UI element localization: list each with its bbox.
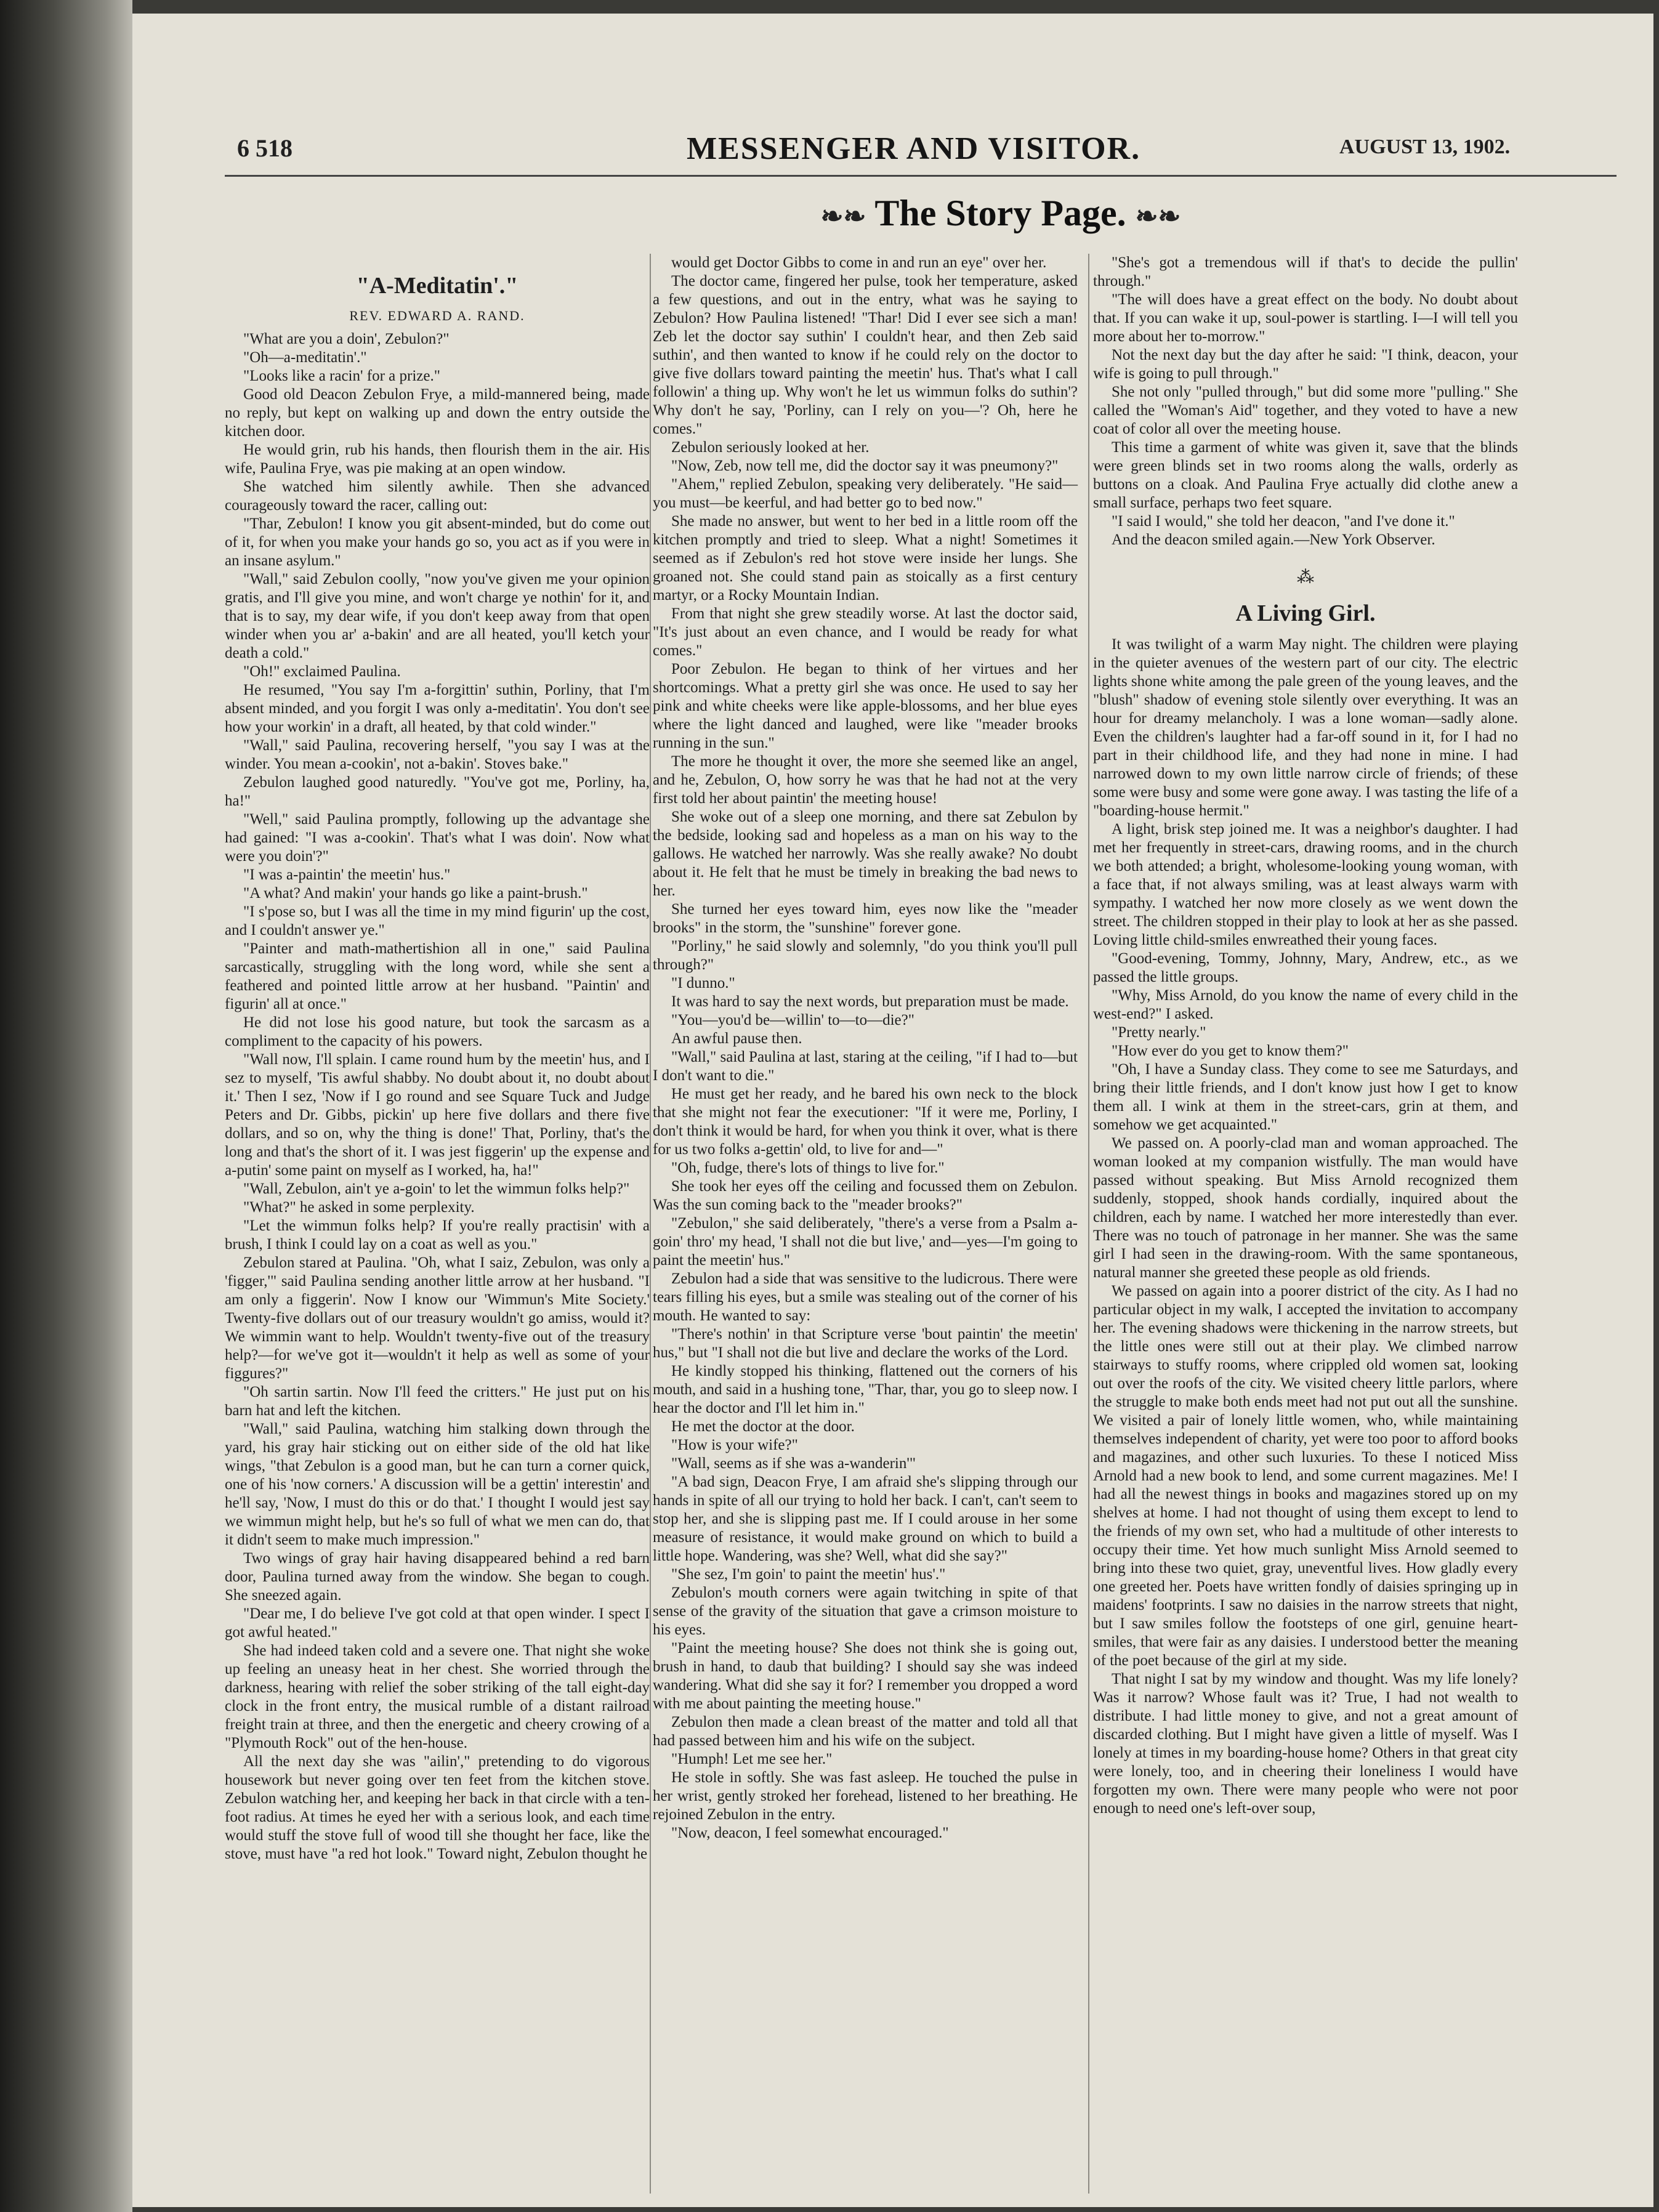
paragraph: "Why, Miss Arnold, do you know the name of every child in the west-end?" I asked. — [1093, 987, 1518, 1022]
paragraph: He would grin, rub his hands, then flourish them in the air. His wife, Paulina Frye, was pie making at an open window. — [225, 442, 650, 477]
paragraph: Zebulon then made a clean breast of the matter and told all that had passed between him and his wife on the subject. — [653, 1714, 1078, 1749]
issue-date: AUGUST 13, 1902. — [1339, 135, 1511, 158]
paragraph: "How is your wife?" — [671, 1437, 798, 1453]
leaf-ornament-icon: ❧❧ — [820, 201, 866, 232]
paragraph: "Good-evening, Tommy, Johnny, Mary, Andrew, etc., as we passed the little groups. — [1093, 950, 1518, 985]
paragraph: "A what? And makin' your hands go like a paint-brush." — [243, 885, 588, 902]
paragraph: He met the doctor at the door. — [671, 1418, 855, 1435]
paragraph: "She sez, I'm goin' to paint the meetin' hus'." — [671, 1566, 946, 1583]
paragraph: That night I sat by my window and thought. Was my life lonely? Was it narrow? Whose fault was it? True, I had not wealth to distribute. I had little money to give, and not a great amount of discarded clothing. But I might have given a little of myself. Was I lonely at times in my boarding-house home? Others in that great city were lonely, too, and in cheering their loneliness I would have forgotten my own. There were many people who were not poor enough to need one's left-over soup, — [1093, 1671, 1518, 1817]
paragraph: "What are you a doin', Zebulon?" — [243, 331, 450, 347]
paragraph: He stole in softly. She was fast asleep. He touched the pulse in her wrist, gently stroked her forehead, listened to her breathing. He rejoined Zebulon in the entry. — [653, 1769, 1078, 1823]
paragraph: We passed on. A poorly-clad man and woman approached. The woman looked at my companion wistfully. The man would have passed without speaking. But Miss Arnold recognized them suddenly, stopped, shook hands cordially, inquired about the children, each by name. I watched her more interestedly than ever. There was no touch of patronage in her manner. She was the same girl I had seen in the drawing-room. With the same spontaneous, natural manner she greeted these people as old friends. — [1093, 1135, 1518, 1281]
paragraph: "Wall," said Zebulon coolly, "now you've given me your opinion gratis, and I'll give you mine, and won't charge ye nothin' for it, and that is to say, my dear wife, if you don't keep away from that open winder when you ar' a-bakin' and are all heated, you'll ketch your death a cold." — [225, 571, 650, 661]
paragraph: "Zebulon," she said deliberately, "there's a verse from a Psalm a-goin' thro' my head, 'I shall not die but live,' and—yes—I'm going to paint the meetin' hus." — [653, 1215, 1078, 1269]
paragraph: "I s'pose so, but I was all the time in my mind figurin' up the cost, and I couldn't answer ye." — [225, 903, 650, 938]
masthead: MESSENGER AND VISITOR. — [687, 131, 1141, 166]
paragraph: It was twilight of a warm May night. The children were playing in the quieter avenues of the western part of our city. The electric lights shone white among the pale green of the young leaves, and the "blush" shadow of evening stole silently over everything. It was an hour for dreamy melancholy. I was a lone woman—sadly alone. Even the children's laughter had a far-off sound in it, for I had no part in their childhood life, and they had none in mine. I had narrowed down to my own little narrow circle of friends; of these some were busy and some were gone away. I was tasting the life of a "boarding-house hermit." — [1093, 636, 1518, 819]
paragraph: "Oh—a-meditatin'." — [243, 349, 367, 366]
paragraph: All the next day she was "ailin'," pretending to do vigorous housework but never going over ten feet from the kitchen stove. Zebulon watching her, and keeping her back in that circle with a ten-foot radius. At times he eyed her with a serious look, and each time would stuff the stove full of wood till she thought her face, like the stove, must have "a red hot look." Toward night, Zebulon thought he — [225, 1753, 650, 1862]
paragraph: Poor Zebulon. He began to think of her virtues and her shortcomings. What a pretty girl she was once. He used to say her pink and white cheeks were like apple-blossoms, and her blue eyes where the light danced and laughed, were like "meader brooks running in the sun." — [653, 661, 1078, 751]
paragraph: "What?" he asked in some perplexity. — [243, 1199, 475, 1216]
paragraph: "You—you'd be—willin' to—to—die?" — [671, 1012, 914, 1028]
paragraph: "Wall, Zebulon, ain't ye a-goin' to let the wimmun folks help?" — [243, 1181, 630, 1197]
paragraph: "Now, deacon, I feel somewhat encouraged." — [671, 1825, 949, 1841]
paragraph: He must get her ready, and he bared his own neck to the block that she might not fear the executioner: "If it were me, Porliny, I don't think it would be hard, for when you think it over, what is there for us two folks a-gettin' old, to live for and—" — [653, 1086, 1078, 1158]
paragraph: The doctor came, fingered her pulse, took her temperature, asked a few questions, and out in the entry, what was he saying to Zebulon? How Paulina listened! "Thar! Did I ever see sich a man! Zeb let the doctor say suthin' I couldn't hear, and then Zeb said suthin', and then wanted to know if he could rely on the doctor to give five dollars toward painting the meetin' hus. That's what I call followin' a thing up. Why won't he let us wimmun folks do suthin'? Why don't he say, 'Porliny, can I rely on you—'? Oh, here he comes." — [653, 273, 1078, 437]
paragraph: We passed on again into a poorer district of the city. As I had no particular object in my walk, I accepted the invitation to accompany her. The evening shadows were thickening in the narrow streets, but the little ones were still out at their play. We climbed narrow stairways to stuffy rooms, where crippled old women sat, looking out over the roofs of the city. We visited cheery little parlors, where the struggle to make both ends meet had not put out all the sunshine. We visited a pair of lonely little women, who, while maintaining themselves independent of charity, yet were too poor to afford books and magazines, and other such luxuries. To these I noticed Miss Arnold had a new book to lend, and some current magazines. Me! I had all the newest things in books and magazines stored up on my shelves at home. I had not thought of using them except to lend to the friends of my own set, who had a multitude of other interests to occupy their time. Yet how much sunlight Miss Arnold seemed to bring into these two quiet, gray, uneventful lives. How gladly every one greeted her. Poets have written fondly of daisies springing up in maidens' footprints. I saw no daisies in the narrow streets that night, but I saw smiles follow the footsteps of one girl, genuine heart-smiles, that were fair as any daisies. I understood better the meaning of the poet because of the girl at my side. — [1093, 1283, 1518, 1669]
paragraph: "Let the wimmun folks help? If you're really practisin' with a brush, I think I could lay on a coat as well as you." — [225, 1217, 650, 1253]
paragraph: "I said I would," she told her deacon, "and I've done it." — [1112, 513, 1455, 530]
paragraph: The more he thought it over, the more she seemed like an angel, and he, Zebulon, O, how sorry he was that he had not at the very first told her about paintin' the meeting house! — [653, 753, 1078, 807]
paragraph: "There's nothin' in that Scripture verse 'bout paintin' the meetin' hus," but "I shall not die but live and declare the works of the Lord. — [653, 1326, 1078, 1361]
paragraph: Two wings of gray hair having disappeared behind a red barn door, Paulina turned away from the window. She began to cough. She sneezed again. — [225, 1550, 650, 1604]
paragraph: She took her eyes off the ceiling and focussed them on Zebulon. Was the sun coming back to the "meader brooks?" — [653, 1178, 1078, 1213]
paragraph: "Well," said Paulina promptly, following up the advantage she had gained: "I was a-cookin'. That's what I was doin'. Now what were you doin'?" — [225, 811, 650, 865]
paragraph: This time a garment of white was given it, save that the blinds were green blinds set in two rooms along the walls, orderly as buttons on a cloak. And Paulina Frye actually did clothe anew a small surface, perhaps two feet square. — [1093, 439, 1518, 511]
paragraph: "Now, Zeb, now tell me, did the doctor say it was pneumony?" — [671, 458, 1059, 474]
paragraph: Zebulon seriously looked at her. — [671, 439, 870, 456]
paragraph: She not only "pulled through," but did some more "pulling." She called the "Woman's Aid" together, and they voted to have a new coat of color all over the meeting house. — [1093, 384, 1518, 437]
paragraph: Zebulon's mouth corners were again twitching in spite of that sense of the gravity of the situation that gave a crimson moisture to his eyes. — [653, 1584, 1078, 1638]
column-2 — [653, 254, 1078, 1843]
page-number: 6 518 — [237, 134, 293, 162]
paragraph: "Thar, Zebulon! I know you git absent-minded, but do come out of it, for when you make your hands go so, you act as if you were in an insane asylum." — [225, 515, 650, 569]
story-ending — [1093, 254, 1518, 549]
byline: REV. EDWARD A. RAND. — [349, 308, 525, 323]
paragraph: He resumed, "You say I'm a-forgittin' suthin, Porliny, that I'm absent minded, and you forgit I was only a-meditatin'. You don't see how your workin' in a draft, all heated, by that cold winder." — [225, 682, 650, 735]
newspaper-page — [132, 14, 1653, 2207]
paragraph: would get Doctor Gibbs to come in and run an eye" over her. — [671, 254, 1047, 271]
paragraph: He did not lose his good nature, but took the sarcasm as a compliment to the capacity of his powers. — [225, 1014, 650, 1049]
paragraph: "The will does have a great effect on the body. No doubt about that. If you can wake it up, soul-power is startling. I—I will tell you more about her to-morrow." — [1093, 291, 1518, 345]
section-title — [754, 192, 1247, 235]
paragraph: An awful pause then. — [671, 1030, 802, 1047]
story-body — [1093, 636, 1518, 1818]
column-1 — [225, 260, 650, 1863]
paragraph: It was hard to say the next words, but preparation must be made. — [671, 993, 1069, 1010]
leaf-ornament-icon: ❧❧ — [1135, 201, 1181, 232]
paragraph: "Oh sartin sartin. Now I'll feed the critters." He just put on his barn hat and left the kitchen. — [225, 1384, 650, 1419]
paragraph: She turned her eyes toward him, eyes now like the "meader brooks" in the storm, the "sunshine" forever gone. — [653, 901, 1078, 936]
header-rule — [225, 175, 1617, 177]
paragraph: "Wall, seems as if she was a-wanderin'" — [671, 1455, 916, 1472]
paragraph: "How ever do you get to know them?" — [1112, 1043, 1349, 1059]
column-rule — [650, 254, 651, 2194]
column-rule — [1088, 254, 1089, 2194]
paragraph: "Humph! Let me see her." — [671, 1751, 833, 1767]
paragraph: Zebulon had a side that was sensitive to the ludicrous. There were tears filling his eyes, but a smile was stealing out of the corner of his mouth. He wanted to say: — [653, 1270, 1078, 1324]
section-title-text: The Story Page. — [874, 193, 1126, 233]
paragraph: "Oh, I have a Sunday class. They come to see me Saturdays, and bring their little friends, and I don't know just how I get to know them all. I wink at them in the street-cars, grin at them, and somehow we get acquainted." — [1093, 1061, 1518, 1133]
paragraph: "A bad sign, Deacon Frye, I am afraid she's slipping through our hands in spite of all our trying to hold her back. I can't, can't seem to stop her, and she is slipping past me. If I could arouse in her some measure of resistance, it would make ground on which to build a little hope. Wandering, was she? Well, what did she say?" — [653, 1474, 1078, 1564]
paragraph: "Porliny," he said slowly and solemnly, "do you think you'll pull through?" — [653, 938, 1078, 973]
column-3 — [1093, 254, 1518, 1818]
paragraph: "Ahem," replied Zebulon, speaking very deliberately. "He said—you must—be keerful, and had better go to bed now." — [653, 476, 1078, 511]
paragraph: From that night she grew steadily worse. At last the doctor said, "It's just about an even chance, and I would be ready for what comes." — [653, 605, 1078, 659]
story-title: "A-Meditatin'." — [356, 273, 519, 299]
paragraph: He kindly stopped his thinking, flattened out the corners of his mouth, and said in a hushing tone, "Thar, thar, you go to sleep now. I hear the doctor and I'll let him in." — [653, 1363, 1078, 1416]
paragraph: She watched him silently awhile. Then she advanced courageously toward the racer, calling out: — [225, 478, 650, 514]
paragraph: "She's got a tremendous will if that's to decide the pullin' through." — [1093, 254, 1518, 289]
paragraph: "I was a-paintin' the meetin' hus." — [243, 866, 451, 883]
story-title: A Living Girl. — [1235, 600, 1376, 626]
paragraph: "Painter and math-mathertishion all in one," said Paulina sarcastically, struggling with the long word, while she sent a feathered and pointed little arrow at her husband. "Paintin' and figurin' all at once." — [225, 940, 650, 1012]
story-body — [225, 330, 650, 1863]
section-ornament: ⁂ — [1297, 568, 1314, 587]
paragraph: "Dear me, I do believe I've got cold at that open winder. I spect I got awful heated." — [225, 1605, 650, 1641]
paragraph: Not the next day but the day after he said: "I think, deacon, your wife is going to pull through." — [1093, 347, 1518, 382]
paragraph: "Looks like a racin' for a prize." — [243, 368, 440, 384]
book-binding — [0, 0, 132, 2212]
paragraph: "Paint the meeting house? She does not think she is going out, brush in hand, to daub that building? I should say she was indeed wandering. What did she say it for? I remember you dropped a word with me about painting the meeting house." — [653, 1640, 1078, 1712]
paragraph: Zebulon laughed good naturedly. "You've got me, Porliny, ha, ha!" — [225, 774, 650, 809]
paragraph: Zebulon stared at Paulina. "Oh, what I saiz, Zebulon, was only a 'figger,'" said Paulina sending another little arrow at her husband. "I am only a figgerin'. Now I know our 'Wimmun's Mite Society.' Twenty-five dollars out of our treasury wouldn't go amiss, would it? We wimmin want to help. Wouldn't twenty-five out of the treasury help?—for we've got it—wouldn't it help as well as some of your figgures?" — [225, 1254, 650, 1382]
paragraph: Good old Deacon Zebulon Frye, a mild-mannered being, made no reply, but kept on walking up and down the entry outside the kitchen door. — [225, 386, 650, 440]
paragraph: "Wall," said Paulina at last, staring at the ceiling, "if I had to—but I don't want to die." — [653, 1049, 1078, 1084]
paragraph: She woke out of a sleep one morning, and there sat Zebulon by the bedside, looking sad and hopeless as a man on his way to the gallows. He watched her narrowly. Was she really awake? No doubt about it. He felt that he must be timely in breaking the bad news to her. — [653, 809, 1078, 899]
paragraph: "Wall," said Paulina, recovering herself, "you say I was at the winder. You mean a-cookin', not a-bakin'. Stoves bake." — [225, 737, 650, 772]
story-body-continued — [653, 254, 1078, 1843]
paragraph: "Wall," said Paulina, watching him stalking down through the yard, his gray hair sticking out on either side of the old hat like wings, "that Zebulon is a good man, but he can turn a corner quick, one of his 'now corners.' A discussion will be a gettin' interestin' and he'll say, 'Now, I must do this or do that.' I thought I would jest say we wimmun might help, but he's so full of what we men can do, that it didn't seem to make much impression." — [225, 1421, 650, 1548]
paragraph: "I dunno." — [671, 975, 735, 991]
paragraph: She had indeed taken cold and a severe one. That night she woke up feeling an uneasy heat in her chest. She worried through the darkness, hearing with relief the sober striking of the tall eight-day clock in the front entry, the musical rumble of a distant railroad freight train at three, and then the energetic and cheery crowing of a "Plymouth Rock" out of the hen-house. — [225, 1642, 650, 1751]
paragraph: And the deacon smiled again.—New York Observer. — [1112, 531, 1435, 548]
paragraph: "Oh, fudge, there's lots of things to live for." — [671, 1160, 945, 1176]
paragraph: "Pretty nearly." — [1112, 1024, 1206, 1041]
paragraph: She made no answer, but went to her bed in a little room off the kitchen promptly and tried to sleep. What a night! Sometimes it seemed as if Zebulon's red hot stove were inside her lungs. She groaned not. She could stand pain as stoically as a first century martyr, or a Rocky Mountain Indian. — [653, 513, 1078, 603]
paragraph: "Wall now, I'll splain. I came round hum by the meetin' hus, and I sez to myself, 'Tis awful shabby. No doubt about it, no doubt about it.' Then I sez, 'Now if I go round and see Square Tuck and Judge Peters and Dr. Gibbs, pickin' up here five dollars and there five dollars, and so on, why the thing is done!' That, Porliny, that's the long and that's the short of it. I was jest figgerin' up the expense and a-putin' some paint on myself as I worked, ha, ha!" — [225, 1051, 650, 1179]
paragraph: "Oh!" exclaimed Paulina. — [243, 663, 401, 680]
paragraph: A light, brisk step joined me. It was a neighbor's daughter. I had met her frequently in street-cars, drawing rooms, and in the church we both attended; a bright, wholesome-looking young woman, with a face that, if not always smiling, was at least always warm with sympathy. I watched her now more closely as we went down the street. The children stopped in their play to look at her as she passed. Loving little child-smiles enwreathed their young faces. — [1093, 821, 1518, 948]
